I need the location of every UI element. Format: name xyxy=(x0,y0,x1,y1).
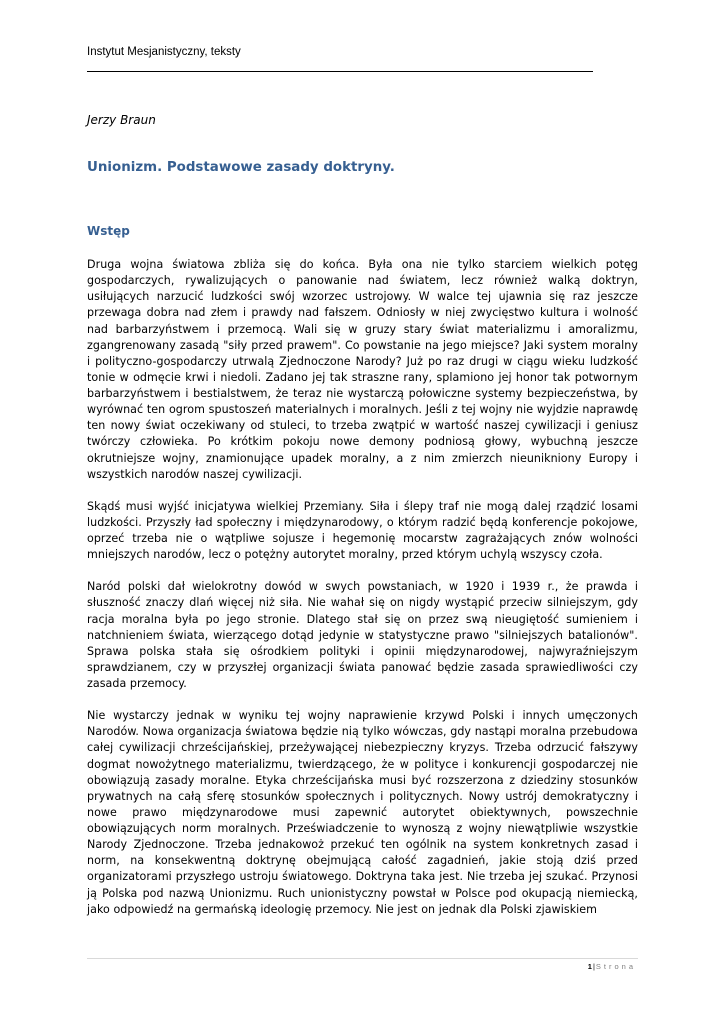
paragraph: Naród polski dał wielokrotny dowód w swych powstaniach, w 1920 i 1939 r., że prawda i słuszność znaczy dlań więcej niż siła. Nie wahał się on nigdy wystąpić przeciw silniejszym, gdy racja moralna była po jego stronie. Dlatego stał się on przez swą nieugiętość sumieniem i natchnieniem świata, wierzącego dotąd jedynie w statystyczne prawo "silniejszych batalionów". Sprawa polska stała się ośrodkiem polityki i opinii międzynarodowej, najwyraźniejszym sprawdzianem, czy w przyszłej organizacji świata panować będzie zasada sprawiedliwości czy zasada przemocy. xyxy=(87,580,638,690)
section-heading: Wstęp xyxy=(87,224,130,238)
header-title: Instytut Mesjanistyczny, teksty xyxy=(87,46,241,58)
author-name: Jerzy Braun xyxy=(87,113,156,127)
page-separator: | xyxy=(592,962,595,971)
page-number: 1 xyxy=(587,962,592,971)
document-title: Unionizm. Podstawowe zasady doktryny. xyxy=(87,160,395,175)
header-divider xyxy=(87,71,593,72)
page-header xyxy=(87,45,593,59)
page-indicator xyxy=(588,962,636,972)
paragraph: Skądś musi wyjść inicjatywa wielkiej Przemiany. Siła i ślepy traf nie mogą dalej rządzić losami ludzkości. Przyszły ład społeczny i międzynarodowy, o którym radzić będą konferencje pokojowe, oprzeć trzeba nie o wątpliwe sojusze i hegemonię mocarstw zagrażających znów wolności mniejszych narodów, lecz o potężny autorytet moralny, przed którym uchylą wszyscy czoła. xyxy=(87,499,638,562)
page-label: Strona xyxy=(595,962,636,971)
body-text xyxy=(87,257,638,934)
paragraph: Nie wystarczy jednak w wyniku tej wojny naprawienie krzywd Polski i innych umęczonych Narodów. Nowa organizacja światowa będzie nią tylko wówczas, gdy nastąpi moralna przebudowa całej cywilizacji chrześcijańskiej, przeżywającej niebezpieczny kryzys. Trzeba odrzucić fałszywy dogmat nowożytnego materializmu, twierdzącego, że w polityce i konkurencji gospodarczej nie obowiązują zasady moralne. Etyka chrześcijańska musi być rozszerzona z dziedziny stosunków prywatnych na całą sferę stosunków społecznych i politycznych. Nowy ustrój demokratyczny i nowe prawo międzynarodowe musi zapewnić autorytet obiektywnych, powszechnie obowiązujących norm moralnych. Przeświadczenie to wynoszą z wojny niewątpliwie wszystkie Narody Zjednoczone. Trzeba jednakowoż przekuć ten ogólnik na system konkretnych zasad i norm, na konsekwentną doktrynę obejmującą całość zagadnień, jakie stoją dziś przed organizatorami przyszłego ustroju światowego. Doktryna taka jest. Nie trzeba jej szukać. Przynosi ją Polska pod nazwą Unionizmu. Ruch unionistyczny powstał w Polsce pod okupacją niemiecką, jako odpowiedź na germańską ideologię przemocy. Nie jest on jednak dla Polski zjawiskiem xyxy=(87,709,638,916)
paragraph: Druga wojna światowa zbliża się do końca. Była ona nie tylko starciem wielkich potęg gospodarczych, rywalizujących o panowanie nad światem, lecz również walką doktryn, usiłujących narzucić ludzkości swój wzorzec ustrojowy. W walce tej ujawnia się raz jeszcze przewaga dobra nad złem i prawdy nad fałszem. Odniosły w niej zwycięstwo kultura i wolność nad barbarzyństwem i przemocą. Wali się w gruzy stary świat materializmu i amoralizmu, zgangrenowany zasadą "siły przed prawem". Co powstanie na jego miejsce? Jaki system moralny i polityczno-gospodarczy utrwalą Zjednoczone Narody? Już po raz drugi w ciągu wieku ludzkość tonie w odmęcie krwi i niedoli. Zadano jej tak straszne rany, splamiono jej honor tak potwornym barbarzyństwem i bestialstwem, że teraz nie wystarczą połowiczne systemy bezpieczeństwa, by wyrównać ten ogrom spustoszeń materialnych i moralnych. Jeśli z tej wojny nie wyjdzie naprawdę ten nowy świat oczekiwany od stuleci, to trzeba zwątpić w wartość naszej cywilizacji i geniusz twórczy człowieka. Po krótkim pokoju nowe demony podniosą głowy, wybuchną jeszcze okrutniejsze wojny, znamionujące upadek moralny, a z nim zmierzch nieunikniony Europy i wszystkich narodów naszej cywilizacji. xyxy=(87,258,638,481)
footer-divider xyxy=(87,958,638,959)
page-footer xyxy=(87,958,638,971)
